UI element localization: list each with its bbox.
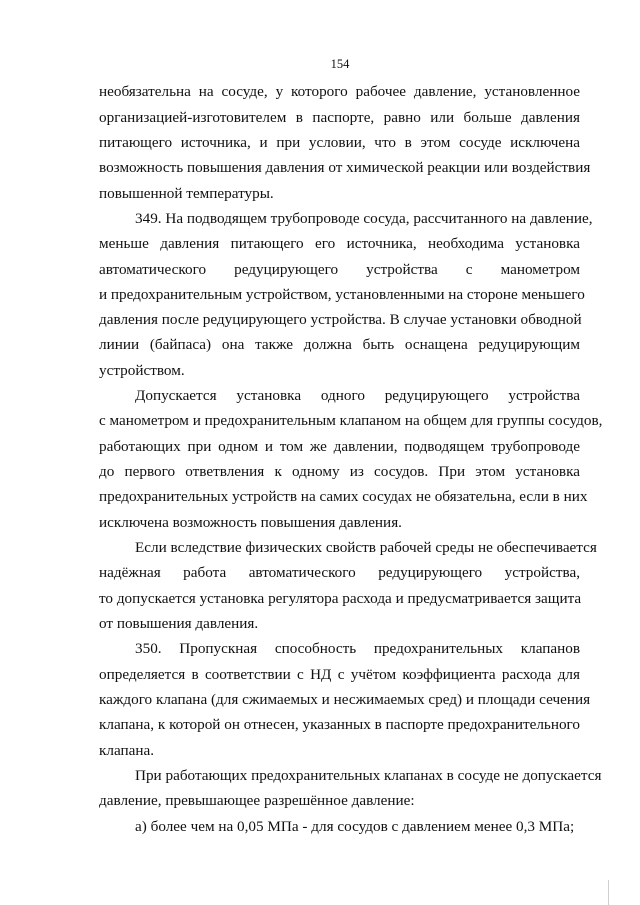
page-number: 154 — [330, 57, 350, 71]
text-line: и предохранительным устройством, установленными на стороне меньшего — [99, 286, 585, 303]
text-line: исключена возможность повышения давления. — [99, 514, 402, 531]
text-line: При работающих предохранительных клапанах в сосуде не допускается — [135, 767, 602, 784]
text-line: линии (байпаса) она также должна быть оснащена редуцирующим — [99, 336, 580, 353]
text-line: каждого клапана (для сжимаемых и несжимаемых сред) и площади сечения — [99, 691, 591, 708]
text-line: то допускается установка регулятора расхода и предусматривается защита — [99, 590, 582, 607]
text-line: предохранительных устройств на самих сосудах не обязательна, если в них — [99, 488, 588, 505]
text-line: автоматического редуцирующего устройства с манометром — [99, 261, 580, 278]
text-line: клапана. — [99, 742, 155, 759]
text-line: организацией-изготовителем в паспорте, равно или больше давления — [99, 109, 580, 126]
text-line: определяется в соответствии с НД с учётом коэффициента расхода для — [99, 666, 580, 683]
text-line: возможность повышения давления от химической реакции или воздействия — [99, 159, 591, 176]
text-line: необязательна на сосуде, у которого рабочее давление, установленное — [99, 83, 580, 100]
text-line: клапана, к которой он отнесен, указанных в паспорте предохранительного — [99, 716, 580, 733]
text-line: меньше давления питающего его источника, необходима установка — [99, 235, 580, 252]
text-line: давление, превышающее разрешённое давление: — [99, 792, 415, 809]
text-line: питающего источника, и при условии, что в этом сосуде исключена — [99, 134, 580, 151]
text-line: а) более чем на 0,05 МПа - для сосудов с давлением менее 0,3 МПа; — [135, 818, 575, 835]
text-line: надёжная работа автоматического редуцирующего устройства, — [99, 564, 580, 581]
text-line: давления после редуцирующего устройства. В случае установки обводной — [99, 311, 582, 328]
text-line: 349. На подводящем трубопроводе сосуда, рассчитанного на давление, — [135, 210, 593, 227]
text-line: Допускается установка одного редуцирующего устройства — [135, 387, 580, 404]
scan-edge-mark — [608, 880, 609, 905]
text-line: повышенной температуры. — [99, 185, 274, 202]
text-line: Если вследствие физических свойств рабочей среды не обеспечивается — [135, 539, 597, 556]
text-line: устройством. — [99, 362, 185, 379]
text-line: 350. Пропускная способность предохранительных клапанов — [135, 640, 580, 657]
text-line: работающих при одном и том же давлении, подводящем трубопроводе — [99, 438, 580, 455]
text-line: до первого ответвления к одному из сосудов. При этом установка — [99, 463, 580, 480]
text-line: с манометром и предохранительным клапаном на общем для группы сосудов, — [99, 412, 603, 429]
text-line: от повышения давления. — [99, 615, 259, 632]
